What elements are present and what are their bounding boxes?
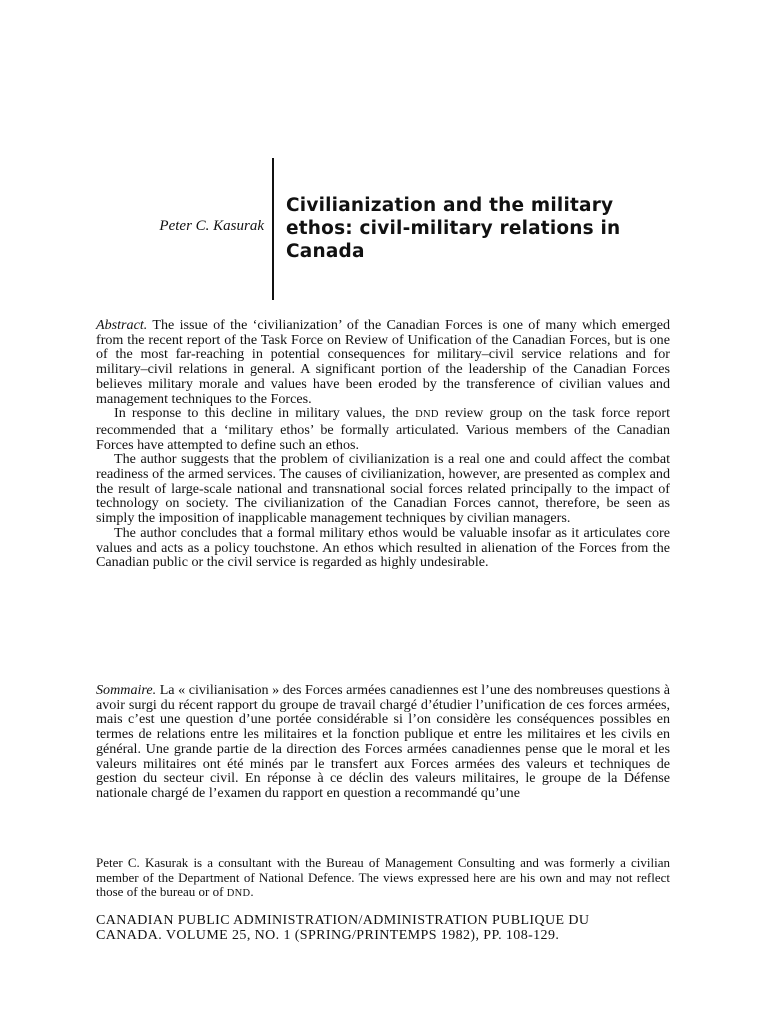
abstract-lead: Abstract. <box>96 317 148 333</box>
abstract-text-2a: In response to this decline in military values, the <box>114 405 409 422</box>
bio-paragraph <box>96 856 670 902</box>
bio-period: . <box>250 884 254 900</box>
dnd-acronym: DND <box>415 409 439 421</box>
journal-citation <box>96 913 670 943</box>
sommaire-section <box>96 683 670 801</box>
citation-line-2: CANADA. VOLUME 25, NO. 1 (SPRING/PRINTEMPS 1982), PP. 108-129. <box>96 928 560 943</box>
abstract-text-2b: review group on the task force report recommended that a ‘military ethos’ be formally articulated. Various members of the Canadian Forces have attempted to define such an ethos. <box>96 405 671 453</box>
citation-line-1: CANADIAN PUBLIC ADMINISTRATION/ADMINISTRATION PUBLIQUE DU <box>96 913 590 928</box>
bio-dnd-acronym: DND <box>226 888 251 900</box>
abstract-paragraph-3: The author suggests that the problem of civilianization is a real one and could affect the combat readiness of the armed services. The causes of civilianization, however, are presented as complex and the result of large-scale national and transnational social forces related principally to the impact of technology on society. The civilianization of the Canadian Forces cannot, therefore, be seen as simply the imposition of inapplicable management techniques by civilian managers. <box>96 451 670 527</box>
bio-text: Peter C. Kasurak is a consultant with the Bureau of Management Consulting and was formerly a civilian member of the Department of National Defence. The views expressed here are his own and may not reflect those of the bureau or of <box>96 855 670 900</box>
abstract-paragraph-1 <box>96 318 670 406</box>
abstract-paragraph-4: The author concludes that a formal military ethos would be valuable insofar as it articulates core values and acts as a policy touchstone. An ethos which resulted in alienation of the Forces from the Canadian public or the civil service is regarded as highly undesirable. <box>96 524 670 571</box>
sommaire-text: La « civilianisation » des Forces armées canadiennes est l’une des nombreuses questions à avoir surgi du récent rapport du groupe de travail chargé d’étudier l’unification de ces forces armées, mais c’est une question d’une portée considérable si l’on considère les conséquences possibles en termes de relations entre les militaires et la fonction publique et entre les militaires et les civils en général. Une grande partie de la direction des Forces armées canadiennes pense que le moral et les valeurs militaires ont été minés par le transfert aux Forces armées des valeurs et techniques de gestion du secteur civil. En réponse à ce déclin des valeurs militaires, le groupe de la Défense nationale chargé de l’examen du rapport en question a recommandé qu’une <box>96 682 670 801</box>
sommaire-paragraph <box>96 683 670 801</box>
author-bio-footnote <box>96 856 670 902</box>
abstract-text-1: The issue of the ‘civilianization’ of the Canadian Forces is one of many which emerged from the recent report of the Task Force on Review of Unification of the Canadian Forces, but is one of the most far-reaching in potential consequences for military–civil service relations and for military–civil relations in general. A significant portion of the leadership of the Canadian Forces believes military morale and values have been eroded by the transference of civilian values and management techniques to the Forces. <box>96 317 670 407</box>
abstract-section <box>96 318 670 570</box>
article-title: Civilianization and the military ethos: civil-military relations in Canada <box>286 195 621 262</box>
title-divider-rule <box>272 158 274 300</box>
abstract-paragraph-2 <box>96 406 670 452</box>
author-name: Peter C. Kasurak <box>159 218 264 234</box>
sommaire-lead: Sommaire. <box>96 682 157 698</box>
